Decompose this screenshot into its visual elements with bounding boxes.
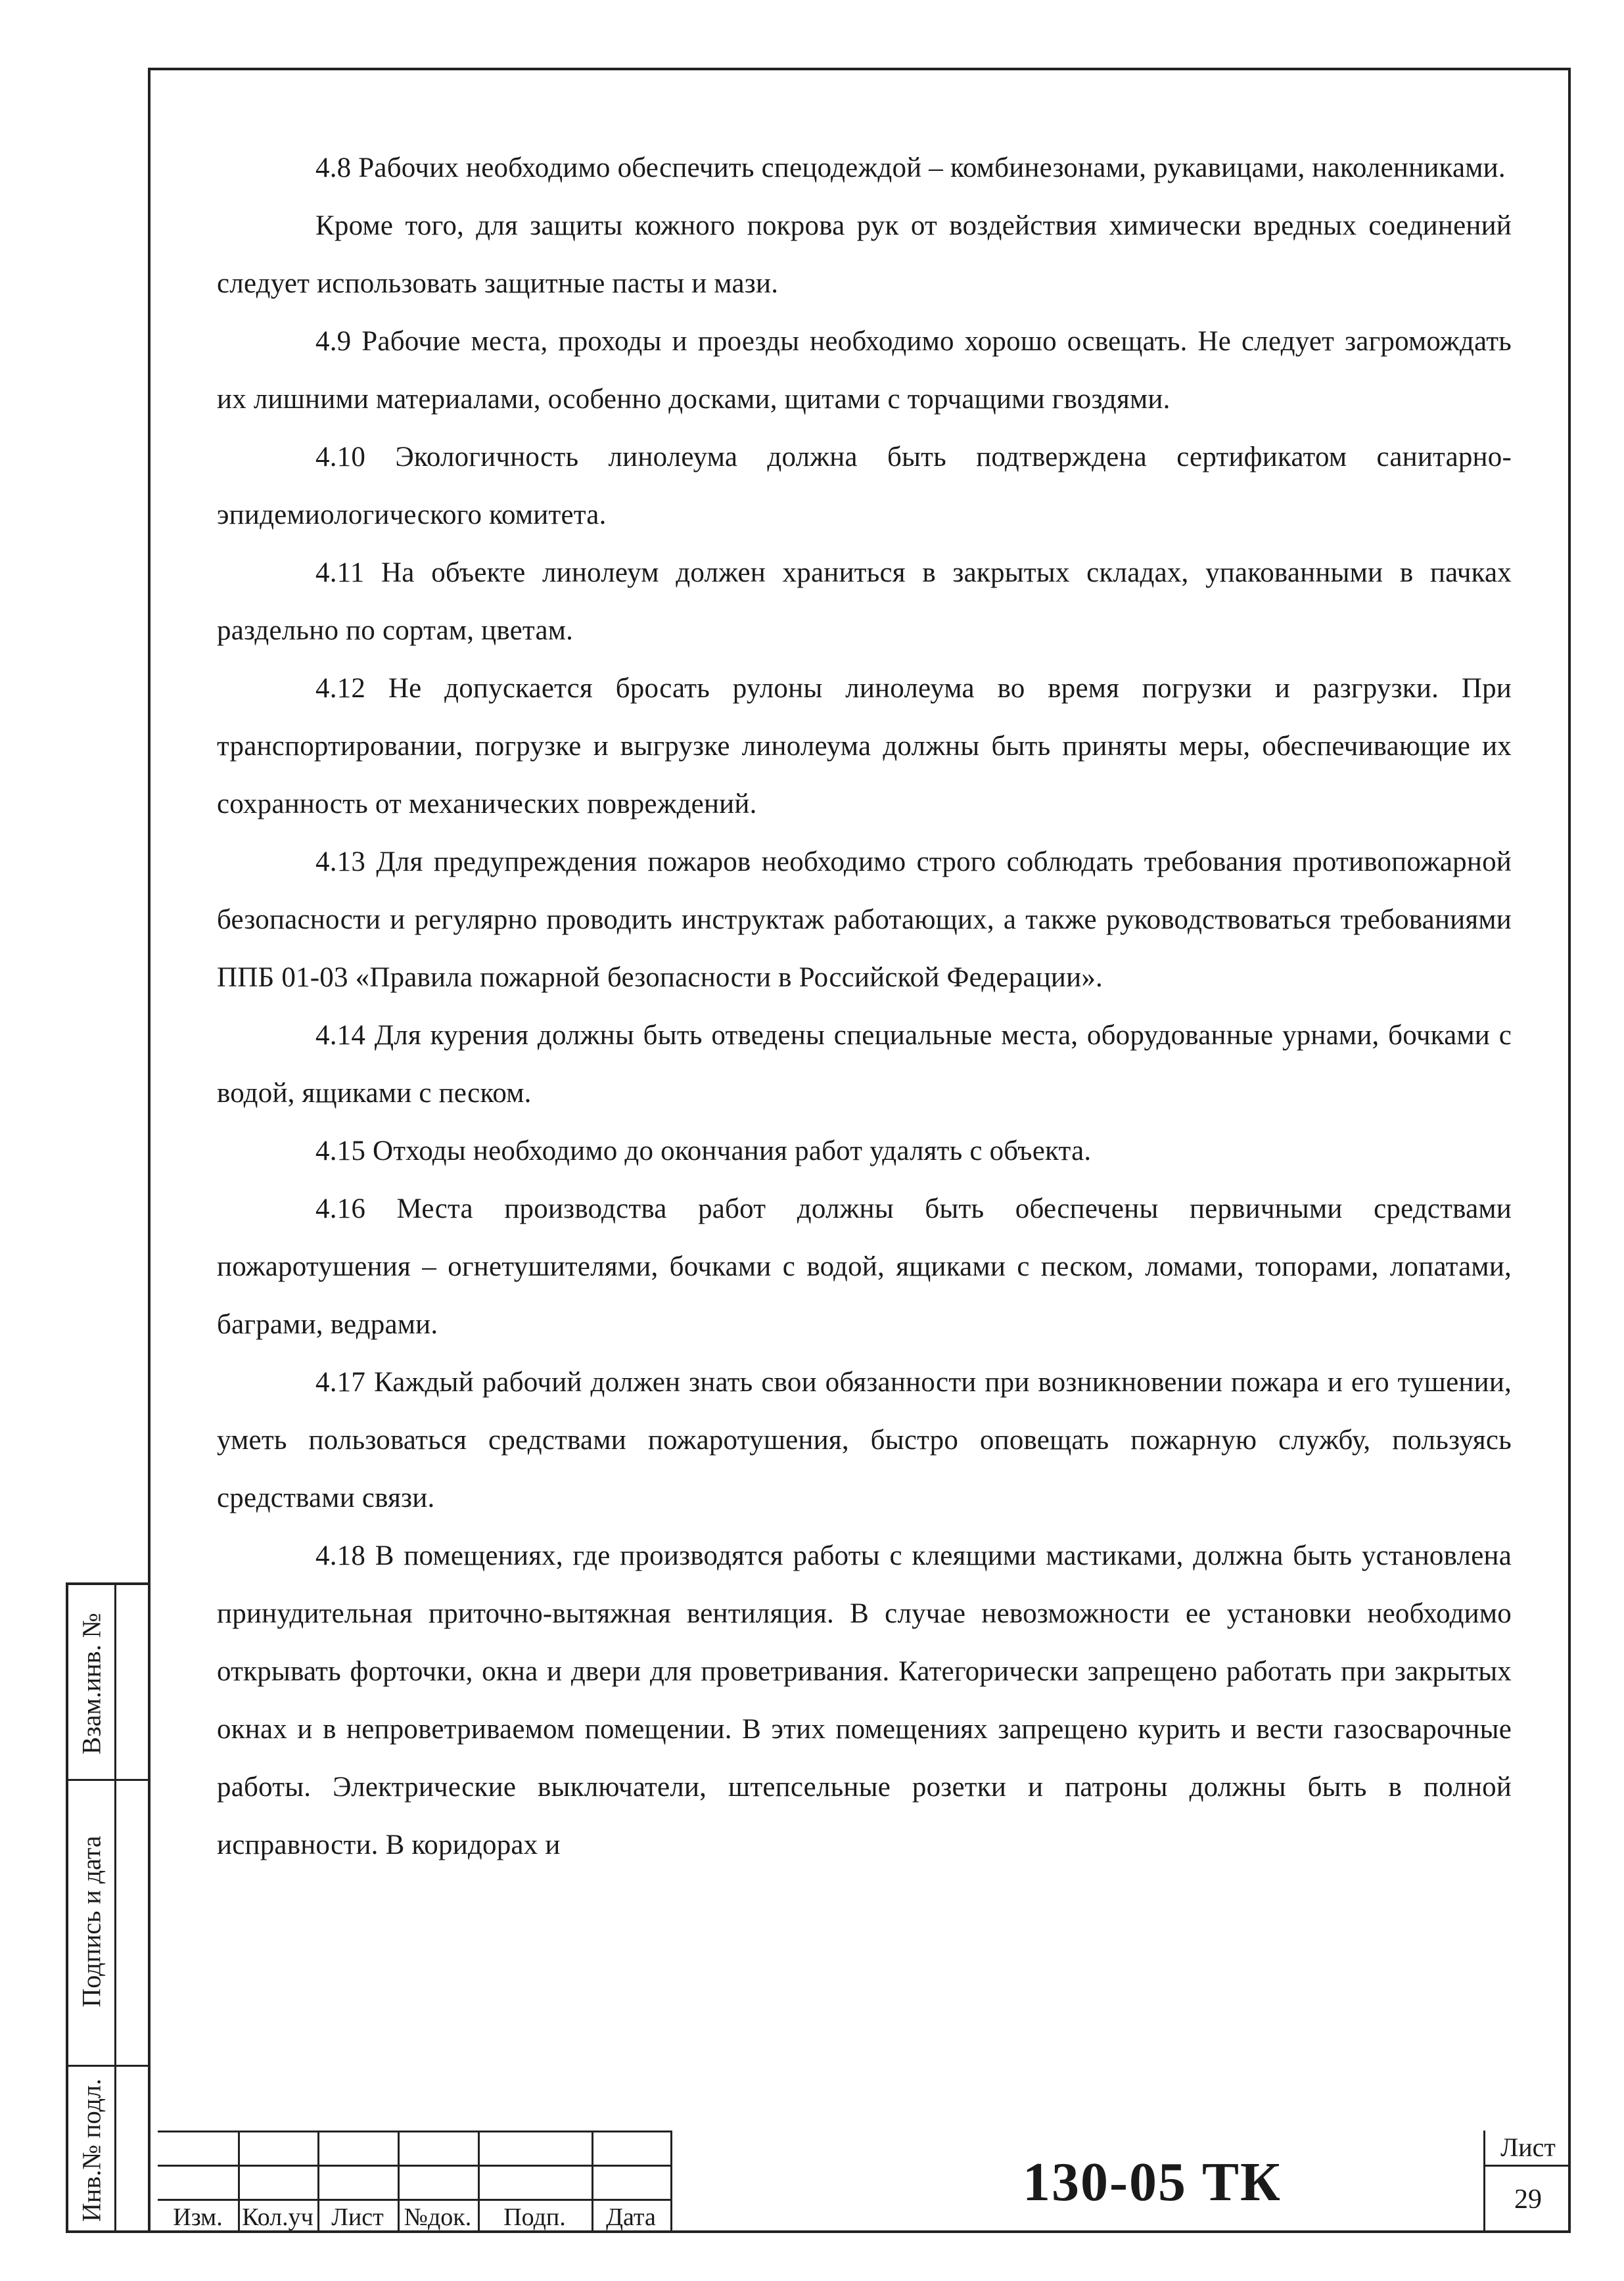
col-doc-number: №док. (404, 2203, 472, 2231)
strip-row-divider (68, 2065, 151, 2067)
paragraph: 4.13 Для предупреждения пожаров необходимо строго соблюдать требования противопожарной безопасности и регулярно проводить инструктаж работающих, а также руководствоваться требованиями ППБ 01-03 «Правила пожарной безопасности в Российской Федерации». (217, 846, 1512, 993)
replace-inventory-label: Взам.инв. № (76, 1613, 106, 1755)
document-code: 130-05 ТК (1023, 2152, 1282, 2213)
document-body (217, 139, 1512, 1874)
col-date: Дата (606, 2203, 656, 2231)
strip-row-divider (68, 1779, 151, 1781)
col-quantity: Кол.уч (242, 2203, 313, 2231)
sheet-number-cell (1483, 2131, 1571, 2233)
paragraph: 4.8 Рабочих необходимо обеспечить спецодеждой – комбинезонами, рукавицами, наколенниками. (315, 152, 1506, 183)
title-block (158, 2131, 1571, 2233)
paragraph: 4.17 Каждый рабочий должен знать свои обязанности при возникновении пожара и его тушении, уметь пользоваться средствами пожаротушения, быстро оповещать пожарную службу, пользуясь средствами связи. (217, 1367, 1512, 1513)
paragraph: 4.18 В помещениях, где производятся работы с клеящими мастиками, должна быть установлена принудительная приточно-вытяжная вентиляция. В случае невозможности ее установки необходимо открывать форточки, окна и двери для проветривания. Категорически запрещено работать при закрытых окнах и в непроветриваемом помещении. В этих помещениях запрещено курить и вести газосварочные работы. Электрические выключатели, штепсельные розетки и патроны должны быть в полной исправности. В коридорах и (217, 1540, 1512, 1860)
margin-stamp-strip (66, 1582, 148, 2233)
col-signature: Подп. (503, 2203, 566, 2231)
paragraph: 4.16 Места производства работ должны быть обеспечены первичными средствами пожаротушения – огнетушителями, бочками с водой, ящиками с песком, ломами, топорами, лопатами, баграми, ведрами. (217, 1193, 1512, 1340)
table-line (158, 2131, 670, 2132)
signature-date-label: Подпись и дата (76, 1835, 106, 2008)
sheet-label: Лист (1485, 2131, 1571, 2167)
revision-table (158, 2131, 670, 2233)
table-line (158, 2199, 670, 2201)
paragraph: 4.9 Рабочие места, проходы и проезды необходимо хорошо освещать. Не следует загромождать их лишними материалами, особенно досками, щитами с торчащими гвоздями. (217, 326, 1512, 415)
paragraph: 4.11 На объекте линолеум должен храниться в закрытых складах, упакованными в пачках раздельно по сортам, цветам. (217, 557, 1512, 646)
paragraph: 4.12 Не допускается бросать рулоны линолеума во время погрузки и разгрузки. При транспортировании, погрузке и выгрузке линолеума должны быть приняты меры, обеспечивающие их сохранность от механических повреждений. (217, 673, 1512, 819)
paragraph: 4.10 Экологичность линолеума должна быть подтверждена сертификатом санитарно-эпидемиологического комитета. (217, 442, 1512, 530)
paragraph: Кроме того, для защиты кожного покрова рук от воздействия химически вредных соединений следует использовать защитные пасты и мази. (217, 210, 1512, 299)
strip-divider (114, 1585, 116, 2230)
sheet-number: 29 (1514, 2184, 1542, 2215)
document-code-cell (670, 2131, 1624, 2233)
original-inventory-label: Инв.№ подл. (76, 2079, 106, 2222)
paragraph: 4.14 Для курения должны быть отведены специальные места, оборудованные урнами, бочками с водой, ящиками с песком. (217, 1020, 1512, 1109)
table-line (158, 2165, 670, 2167)
paragraph: 4.15 Отходы необходимо до окончания работ удалять с объекта. (315, 1136, 1092, 1166)
col-sheet: Лист (331, 2203, 384, 2231)
col-change: Изм. (173, 2203, 223, 2231)
